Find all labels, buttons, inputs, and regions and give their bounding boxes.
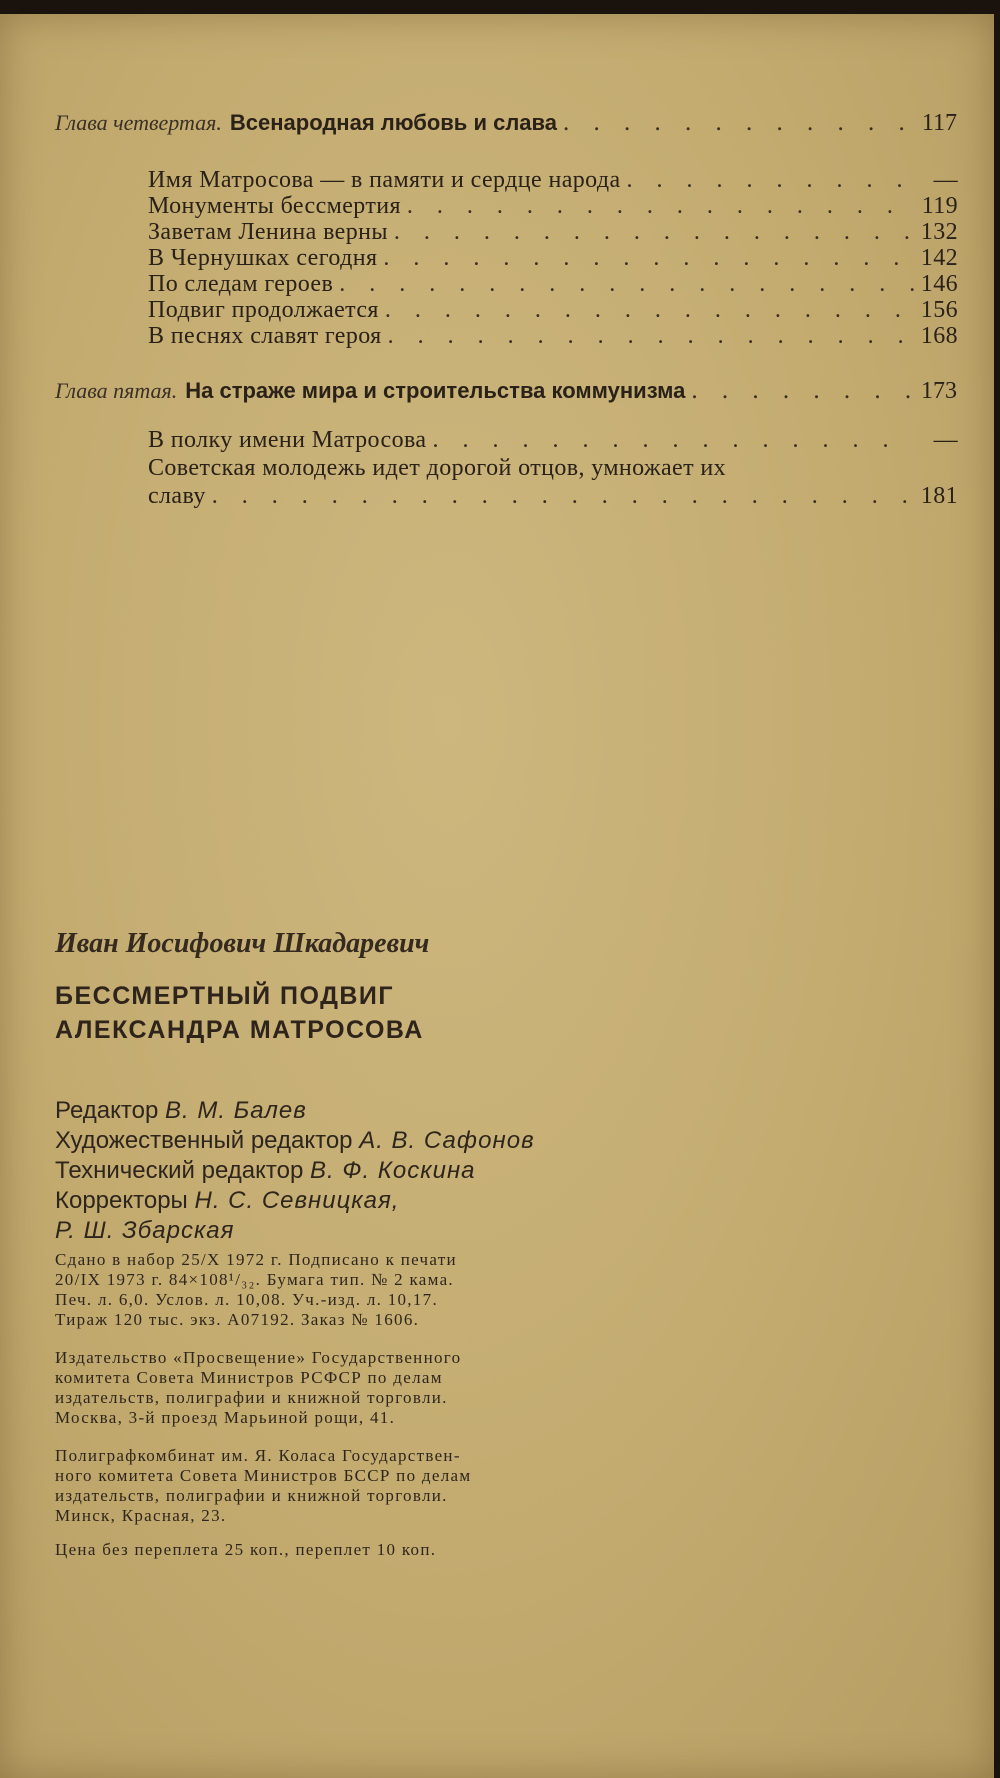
author-name: Иван Иосифович Шкадаревич [55,928,430,959]
chapter-label: Глава пятая. [55,378,178,403]
dot-leader [382,323,914,350]
credits-block [55,1096,535,1246]
printer-line: ного комитета Совета Министров БССР по делам [55,1466,472,1485]
entry-title-line2: славу [148,483,206,509]
credit-role: Технический редактор [55,1157,304,1184]
entry-title: В полку имени Матросова [148,427,427,453]
credit-role: Художественный редактор [55,1127,353,1154]
credit-name: В. М. Балев [164,1097,307,1124]
dot-leader [621,167,914,194]
entry-title: В песнях славят героя [148,323,382,349]
entry-title: Монументы бессмертия [148,193,401,219]
entry-title: В Чернушках сегодня [148,245,378,271]
toc-chapter-4 [55,109,957,137]
dot-leader [377,245,914,272]
credit-line [55,1186,535,1216]
credit-role: Редактор [55,1097,159,1124]
dot-leader [333,271,914,298]
publisher-line: Издательство «Просвещение» Государственного [55,1348,462,1367]
entry-title: По следам героев [148,271,334,297]
page-number: 132 [920,219,958,245]
page-number: — [933,167,958,193]
dot-leader [206,483,914,510]
publisher-line: Москва, 3-й проезд Марьиной рощи, 41. [55,1408,396,1427]
toc-chapter-5 [55,377,957,405]
book-title-line2: АЛЕКСАНДРА МАТРОСОВА [55,1016,424,1044]
book-page [0,14,994,1778]
page-number: 181 [920,483,958,509]
toc-entry [148,271,958,298]
printer-line: Полиграфкомбинат им. Я. Коласа Государствен- [55,1446,461,1465]
printer-line: Минск, Красная, 23. [55,1506,227,1525]
publisher-block [55,1348,635,1428]
credit-name: А. В. Сафонов [359,1127,535,1154]
page-number: 168 [920,323,958,349]
credit-role: Корректоры [55,1187,188,1214]
price-line: Цена без переплета 25 коп., переплет 10 коп. [55,1540,437,1559]
page-number: 142 [920,245,958,271]
toc-entry [148,323,958,350]
publisher-line: издательств, полиграфии и книжной торговли. [55,1388,448,1407]
credit-line [55,1126,535,1156]
page-number: — [933,427,958,453]
chapter-title: На страже мира и строительства коммунизма [185,378,686,403]
page-number: 146 [920,271,958,297]
print-info-block [55,1250,635,1330]
entry-title-line1: Советская молодежь идет дорогой отцов, умножает их [148,455,726,481]
credit-name: В. Ф. Коскина [310,1157,476,1184]
toc-entry [148,297,958,324]
toc-entry [148,193,958,220]
dot-leader [401,193,914,220]
credit-line [55,1096,535,1126]
toc-entry [148,245,958,272]
credit-line [55,1216,535,1246]
toc-entry [148,483,958,510]
page-number: 119 [921,193,958,219]
print-info-line: 20/IX 1973 г. 84×108¹/₃₂. Бумага тип. № 2 кама. [55,1270,454,1289]
entry-title: Подвиг продолжается [148,297,379,323]
entry-title: Имя Матросова — в памяти и сердце народа [148,167,621,193]
dot-leader [557,109,913,137]
publisher-line: комитета Совета Министров РСФСР по делам [55,1368,443,1387]
credit-name: Н. С. Севницкая, [194,1187,400,1214]
dot-leader [426,427,914,454]
print-info-line: Печ. л. 6,0. Услов. л. 10,08. Уч.-изд. л. 10,17. [55,1290,439,1309]
printer-block [55,1446,635,1526]
entry-title: Заветам Ленина верны [148,219,388,245]
page-number: 156 [920,297,958,323]
toc-entry [148,427,958,454]
book-title-line1: БЕССМЕРТНЫЙ ПОДВИГ [55,982,395,1010]
printer-line: издательств, полиграфии и книжной торговли. [55,1486,448,1505]
dot-leader [379,297,914,324]
page-number: 173 [921,378,957,404]
toc-entry [148,167,958,194]
print-info-line: Тираж 120 тыс. экз. А07192. Заказ № 1606. [55,1310,420,1329]
toc-entry [148,219,958,246]
credit-line [55,1156,535,1186]
chapter-title: Всенародная любовь и слава [229,110,557,135]
credit-name: Р. Ш. Збарская [55,1217,235,1244]
chapter-label: Глава четвертая. [55,110,222,135]
print-info-line: Сдано в набор 25/X 1972 г. Подписано к печати [55,1250,457,1269]
dot-leader [685,377,913,405]
page-number: 117 [921,110,957,136]
dot-leader [388,219,914,246]
